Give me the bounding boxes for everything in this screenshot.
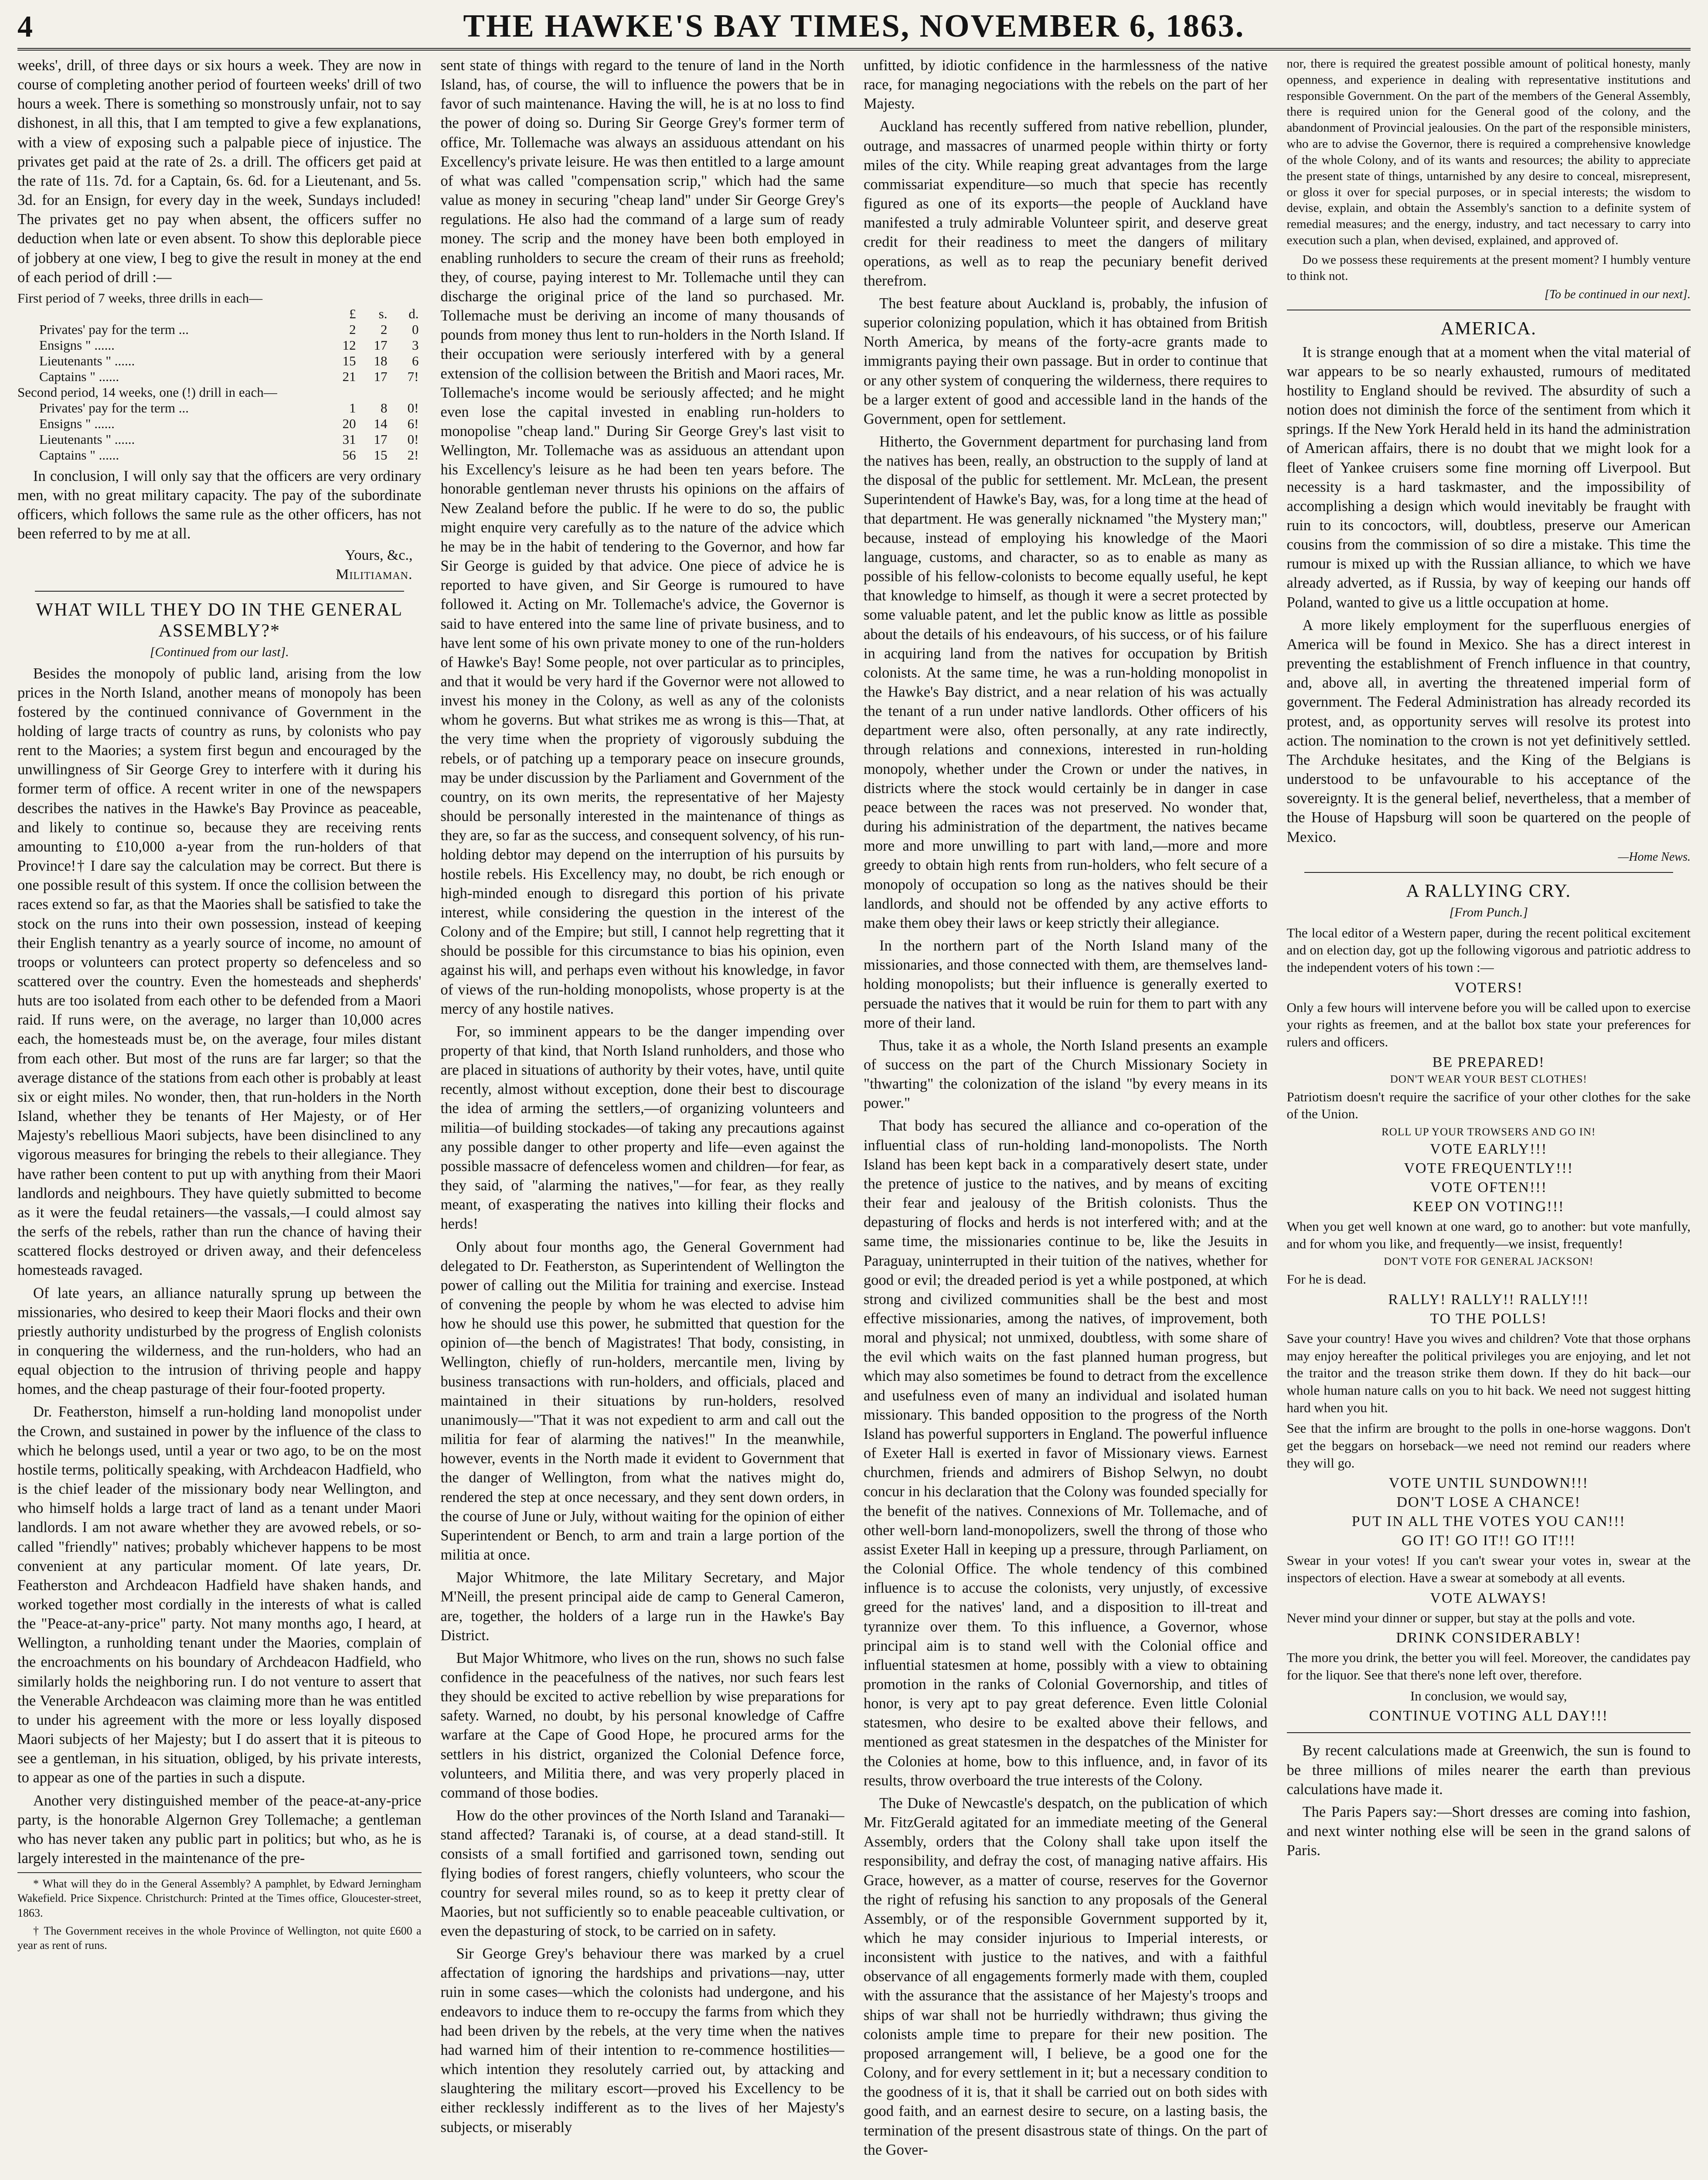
unit-shillings: s.: [378, 306, 388, 321]
article-headline: A RALLYING CRY.: [1406, 881, 1572, 901]
article-subheading: [Continued from our last].: [150, 644, 289, 659]
page-title: THE HAWKE'S BAY TIMES, NOVEMBER 6, 1863.: [463, 8, 1245, 44]
slogan: DON'T VOTE FOR GENERAL JACKSON!: [1384, 1256, 1594, 1268]
footnote: † The Government receives in the whole Province of Wellington, not quite £600 a year as rent of runs.: [17, 1924, 422, 1952]
slogan: VOTE UNTIL SUNDOWN!!!: [1388, 1475, 1589, 1492]
footnote: * What will they do in the General Assembly? A pamphlet, by Edward Jerningham Wakefield. Price Sixpence. Christchurch: Printed at the Times office, Gloucester-street, 1863.: [17, 1877, 422, 1919]
article-paragraph: Dr. Featherston, himself a run-holding land monopolist under the Crown, and sustained in power by the influence of the class to which he belongs used, until a year or two ago, to be on the most hostile terms, politically speaking, with Archdeacon Hadfield, who is the chief leader of the missionary body near Wellington, and who himself holds a large tract of land as a tenant under Maori landlords. I am not aware whether they are avowed rebels, or so-called "friendly" natives; probably whichever happens to be most convenient at any particular moment. Of late years, Dr. Featherston and Archdeacon Hadfield have shaken hands, and worked together most cordially in the interests of what is called the "Peace-at-any-price" party. Not many months ago, I heard, at Wellington, a runholding tenant under the Maories, complain of the encroachments on his boundary of Archdeacon Hadfield, who similarly holds the neighboring run. I do not venture to assert that the Venerable Archdeacon was claiming more than he was entitled to under his agreement with the more or less loyally disposed Maori subjects of her Majesty; but I do assert that it is piteous to see a gentleman, in his situation, obliged, by his private interests, to appear as one of the parties in such a dispute.: [17, 1403, 422, 1786]
article-paragraph: The more you drink, the better you will feel. Moreover, the candidates pay for the liquor. See that there's none left over, therefore.: [1286, 1650, 1691, 1683]
table-header: First period of 7 weeks, three drills in each—: [17, 290, 263, 306]
article-paragraph: Patriotism doesn't require the sacrifice of your other clothes for the sake of the Union.: [1286, 1089, 1691, 1122]
slogan: DRINK CONSIDERABLY!: [1396, 1630, 1582, 1646]
article-paragraph: Only a few hours will intervene before you will be called upon to exercise your rights as freemen, and at the ballot box state your preferences for rulers and officers.: [1286, 999, 1691, 1050]
slogan: KEEP ON VOTING!!!: [1412, 1199, 1565, 1215]
article-paragraph: How do the other provinces of the North Island and Taranaki—stand affected? Taranaki is, of course, at a dead stand-still. It consists of a small fortified and garrisoned town, sending out flying bodies of forest rangers, chiefly volunteers, who scour the country for several miles round, so as to keep it pretty clear of Maories, but not sufficiently so to enable peaceable cultivation, or even the depasturing of stock, to be carried on in safety.: [440, 1807, 844, 1939]
article-paragraph: Besides the monopoly of public land, arising from the low prices in the North Island, another means of monopoly has been fostered by the continued connivance of Government in the holding of large tracts of country as runs, by colonists who pay rent to the Maories; a system first begun and encouraged by the unwillingness of Sir George Grey to interfere with it during his former term of office. A recent writer in one of the newspapers describes the natives in the Hawke's Bay Province as peaceable, and likely to continue so, because they are receiving rents amounting to £10,000 a-year from the run-holders of that Province!† I dare say the calculation may be correct. But there is one possible result of this system. If once the collision between the races extend so far, as that the Maories shall be satisfied to take the stock on the runs into their own possession, instead of keeping their English tenantry as a yearly source of income, no amount of troops or volunteers can protect property so defenceless and so scattered over the country. Even the homesteads and shepherds' huts are too isolated from each other to be defended from a Maori raid. If runs were, on the average, no larger than 10,000 acres each, the homesteads must be, on the average, four miles distant from each other. But most of the runs are far larger; so that the average distance of the stations from each other is probably at least six or eight miles. No wonder, then, that run-holders in the North Island, whether they be tenants of Her Majesty, or of Her Majesty's rebellious Maori subjects, have been disinclined to any vigorous measures for bringing the rebels to their allegiance. They have rather been content to put up with anything from their Maori landlords and neighbours. They have quietly submitted to become as it were the feudal retainers—the vassals,—I could almost say the serfs of the rebels, rather than run the chance of having their scattered flocks destroyed or driven away, and their defenceless homesteads ravaged.: [17, 665, 422, 1279]
slogan: DON'T LOSE A CHANCE!: [1396, 1494, 1581, 1511]
article-paragraph: In conclusion, we would say,: [1410, 1688, 1567, 1703]
pay-table: [17, 290, 422, 463]
table-row: Privates' pay for the term ... 1 8 0!: [39, 400, 419, 416]
page-number: 4: [17, 10, 33, 44]
letter-paragraph: weeks', drill, of three days or six hours a week. They are now in course of completing another period of fourteen weeks' drill of two hours a week. There is something so monstrously unfair, not to say dishonest, in all this, that I am tempted to give a few explanations, with a view of exposing such a palpable piece of injustice. The privates get paid at the rate of 2s. a drill. The officers get paid at the rate of 11s. 7d. for a Captain, 6s. 6d. for a Lieutenant, and 5s. 3d. for an Ensign, for every day in the week, Sundays included! The privates get no pay when absent, the officers suffer no deduction when late or even absent. To show this deplorable piece of jobbery at one view, I beg to give the result in money at the end of each period of drill :—: [17, 57, 422, 286]
column-4: [1287, 56, 1691, 2180]
article-paragraph: But Major Whitmore, who lives on the run, shows no such false confidence in the peacefulness of the natives, nor such fears lest they should be excited to active rebellion by wise preparations for safety. Warned, no doubt, by his personal knowledge of Caffre warfare at the Cape of Good Hope, he procured arms for the settlers in his district, organized the Colonial Defence force, volunteers, and Militia there, and was very properly placed in command of those bodies.: [440, 1649, 844, 1801]
continued-note: [To be continued in our next].: [1545, 287, 1691, 301]
table-row: Captains " ...... 21 17 7!: [39, 368, 419, 384]
article-headline: WHAT WILL THEY DO IN THE GENERAL ASSEMBLY?*: [36, 600, 403, 641]
article-paragraph: Hitherto, the Government department for purchasing land from the natives has been, really, an obstruction to the supply of land at the disposal of the public for settlement. Mr. McLean, the present Superintendent of Hawke's Bay, was, for a long time at the head of that department. He was generally nicknamed "the Mystery man;" because, instead of employing his knowledge of the Maori language, customs, and character, so as to enable as many as possible of his fellow-colonists to become equally useful, he kept that knowledge to himself, as though it were a secret protected by some valuable patent, and let the public know as little as possible about the details of his endeavours, of his success, or of his failure in acquiring land from the natives for occupation by British colonists. At the same time, he was a run-holding monopolist in the Hawke's Bay district, and a near relation of his was actually the tenant of a run under native landlords. Other officers of his department were also, often personally, at any rate indirectly, through relations and connexions, interested in run-holding monopoly, whether under the Crown or under the natives, in districts where the stock would certainly be in danger in case peace between the races was not preserved. No wonder that, during his administration of the department, the natives became more and more unwilling to part with land,—more and more greedy to obtain high rents from run-holders, who felt secure of a monopoly of occupation so long as the natives should be their landlords, and should not be offended by any active efforts to make them obey their laws or keep strictly their allegiance.: [864, 433, 1268, 931]
article-paragraph: sent state of things with regard to the tenure of land in the North Island, has, of course, the will to influence the powers that be in favor of such maintenance. Having the will, he is at no loss to find the power of doing so. During Sir George Grey's former term of office, Mr. Tollemache was always an assiduous attendant on his Excellency's private leisure. He was then entitled to a large amount of what was called "compensation scrip," which had the same value as money in securing "cheap land" under Sir George Grey's regulations. He also had the command of a large sum of ready money. The scrip and the money have been both employed in enabling runholders to secure the cream of their runs as freehold; they, of course, paying interest to Mr. Tollemache until they can discharge the original price of the land so purchased. Mr. Tollemache must be deriving an income of many thousands of pounds from money thus lent to run-holders in the North Island. If their occupation were seriously interfered with by a general extension of the collision between the British and Maori races, Mr. Tollemache's income would be seriously affected; and he might even lose the capital invested in enabling run-holders to monopolise "cheap land." During Sir George Grey's last visit to Wellington, Mr. Tollemache was as assiduous an attendant upon his Excellency's leisure as he had been ten years before. The honorable gentleman never thrusts his opinions on the affairs of New Zealand before the public. If he were to do so, the public might enquire very carefully as to the nature of the advice which he may be in the habit of tendering to the Governor, and how far Sir George is guided by that advice. One piece of advice he is reported to have given, and Sir George is rumoured to have followed it. Acting on Mr. Tollemache's advice, the Governor is said to have entered into the same line of private business, and to have lent some of his own private money to one of the run-holders of Hawke's Bay! Some people, not over particular as to principles, and that it would be very hard if the Governor were not allowed to invest his money in the Colony, as well as any of the colonists whom he governs. But what strikes me as wrong is this—That, at the very time when the propriety of vigorously subduing the rebels, or of patching up a temporary peace on insecure grounds, may be under discussion by the Parliament and Government of the country, on its own merits, the representative of her Majesty should be personally interested in the maintenance of things as they are, so far as the success, and consequent solvency, of his run-holding debtor may depend on the interruption of his pursuits by hostile rebels. His Excellency may, no doubt, be rich enough or high-minded enough to disregard this portion of his private interest, while considering the question in the interest of the Colony and of the Empire; but still, I cannot help regretting that it should be possible for this circumstance to bias his opinion, even against his will, and perhaps even without his knowledge, in favor of views of the run-holding monopolists, whose property is at the mercy of any hostile natives.: [440, 57, 844, 1017]
divider: [1287, 1732, 1691, 1733]
article-paragraph: Only about four months ago, the General Government had delegated to Dr. Featherston, as Superintendent of Wellington the power of calling out the Militia for training and exercise. Instead of convening the people by whom he was elected to advise him how he should use this power, he submitted that question for the opinion of—the bench of Magistrates! That body, consisting, in Wellington, chiefly of run-holders, mercantile men, living by business transactions with run-holders, and officials, placed and maintained in their situations by run-holders, resolved unanimously—"That it was not expedient to arm and call out the militia for fear of alarming the natives!" In the meanwhile, however, events in the North made it evident to Government that the danger of Wellington, from what the natives might do, rendered the step at once necessary, and they sent down orders, in the course of June or July, without waiting for the opinion of either Superintendent or Bench, to arm and train a large portion of the militia at once.: [440, 1238, 844, 1563]
letter-paragraph: In conclusion, I will only say that the officers are very ordinary men, with no great military capacity. The pay of the subordinate officers, which follows the same rule as the other officers, has not been referred to by me at all.: [17, 467, 422, 542]
article-paragraph: Never mind your dinner or supper, but stay at the polls and vote.: [1286, 1610, 1635, 1625]
article-paragraph: Swear in your votes! If you can't swear your votes in, swear at the inspectors of election. Have a swear at somebody at all events.: [1286, 1553, 1691, 1586]
letter-closing: Yours, &c.,: [345, 547, 413, 563]
article-source: [From Punch.]: [1449, 905, 1528, 920]
article-paragraph: For he is dead.: [1286, 1271, 1367, 1287]
column-3: [864, 56, 1268, 2180]
slogan: BE PREPARED!: [1432, 1054, 1545, 1070]
slogan: ROLL UP YOUR TROWSERS AND GO IN!: [1381, 1126, 1596, 1138]
article-paragraph: A more likely employment for the superfluous energies of America will be found in Mexico. She has a direct interest in preventing the establishment of French influence in that country, and, above all, in averting the threatened imperial form of government. The Federal Administration has already recorded its protest, and, as opportunity serves will resolve its protest into action. The nomination to the crown is not yet definitively settled. The Archduke hesitates, and the King of the Belgians is understood to be unfavourable to his acceptance of the sovereignty. It is the general belief, nevertheless, that a member of the House of Hapsburg will soon be quartered on the people of Mexico.: [1286, 617, 1691, 845]
table-row: Ensigns " ...... 20 14 6!: [39, 416, 419, 431]
slogan: VOTE ALWAYS!: [1430, 1590, 1548, 1606]
article-paragraph: Save your country! Have you wives and children? Vote that those orphans may enjoy hereafter the political privileges you are enjoying, and let not the traitor and the treason strike them down. If they do hit back—our whole human nature calls on you to hit back. We need not suggest hitting hard when you hit.: [1286, 1331, 1691, 1415]
article-paragraph: The Duke of Newcastle's despatch, on the publication of which Mr. FitzGerald agitated for an immediate meeting of the General Assembly, orders that the Colony shall take upon itself the responsibility, and defray the cost, of managing native affairs. His Grace, however, as a matter of course, reserves for the Governor the right of refusing his sanction to any proposals of the General Assembly, or of the responsible Government supported by it, which he may consider injurious to Imperial interests, or inconsistent with justice to the natives, and with a faithful observance of all engagements formerly made with them, coupled with the assurance that the assistance of her Majesty's troops and ships of war shall not be hurriedly withdrawn; thus giving the colonists ample time to prepare for their new position. The proposed arrangement will, I believe, be a good one for the Colony, and for every settlement in it; but a necessary condition to the goodness of it is, that it shall be carried out on both sides with good faith, and an earnest desire to secure, on a lasting basis, the termination of the present disastrous state of things. On the part of the Gover-: [864, 1795, 1268, 2158]
footnotes: [17, 1872, 422, 1952]
news-item: The Paris Papers say:—Short dresses are coming into fashion, and next winter nothing else will be seen in the grand salons of Paris.: [1286, 1803, 1691, 1859]
slogan: TO THE POLLS!: [1430, 1311, 1547, 1327]
article-paragraph: It is strange enough that at a moment when the vital material of war appears to be so nearly exhausted, rumours of meditated hostility to England should be revived. The absurdity of such a notion does not diminish the force of the sentiment from which it springs. If the New York Herald held in its hand the administration of American affairs, there is no doubt that we might look for a fleet of Yankee cruisers some fine morning off Liverpool. But necessity is a hard taskmaster, and the impossibility of accomplishing a design which would inevitably be fraught with ruin to its concoctors, will, doubtless, preserve our American cousins from the commission of so dire a mistake. This time the rumour is mixed up with the Russian alliance, to which we have already adverted, as if Russia, by way of keeping our hands off Poland, wanted to give us a little occupation at home.: [1286, 344, 1691, 611]
table-row: Ensigns " ...... 12 17 3: [39, 337, 419, 353]
article-paragraph: Sir George Grey's behaviour there was marked by a cruel affectation of ignoring the hardships and privations—nay, utter ruin in some cases—which the colonists had undergone, and his endeavors to induce them to re-occupy the farms from which they had been driven by the rebels, at the very time when the natives had warned him of their intention to re-commence hostilities—which intention they resolutely carried out, by attacking and slaughtering the military escort—proved his Excellency to be either recklessly indifferent as to the lives of her Majesty's subjects, or miserably: [440, 1945, 844, 2136]
table-row: Lieutenants " ...... 15 18 6: [39, 353, 419, 368]
article-paragraph: The local editor of a Western paper, during the recent political excitement and on election day, got up the following vigorous and patriotic address to the independent voters of his town :—: [1286, 925, 1691, 975]
table-row: Lieutenants " ...... 31 17 0!: [39, 431, 419, 447]
slogan: CONTINUE VOTING ALL DAY!!!: [1369, 1708, 1608, 1724]
article-headline: AMERICA.: [1440, 318, 1537, 339]
article-paragraph: See that the infirm are brought to the polls in one-horse waggons. Don't get the beggars on horseback—we need not remind our readers where they will go.: [1286, 1420, 1691, 1471]
slogan: GO IT! GO IT!! GO IT!!!: [1401, 1533, 1576, 1549]
article-paragraph: unfitted, by idiotic confidence in the harmlessness of the native race, for managing negociations with the rebels on the part of her Majesty.: [864, 57, 1268, 112]
slogan: PUT IN ALL THE VOTES YOU CAN!!!: [1351, 1513, 1626, 1530]
news-item: By recent calculations made at Greenwich, the sun is found to be three millions of miles nearer the earth than previous calculations have made it.: [1286, 1742, 1691, 1798]
columns: [17, 56, 1691, 2180]
rallying-cry-article: [1287, 881, 1691, 1725]
column-2: [441, 56, 845, 2180]
slogan: RALLY! RALLY!! RALLY!!!: [1388, 1291, 1589, 1308]
slogan: DON'T WEAR YOUR BEST CLOTHES!: [1390, 1073, 1587, 1085]
unit-pence: d.: [408, 306, 419, 321]
article-paragraph: The best feature about Auckland is, probably, the infusion of superior colonizing population, which it has obtained from British North America, by means of the forty-acre grants made to immigrants paying their own passage. But in order to continue that or any other system of conquering the wilderness, there requires to be a larger extent of good and accessible land in the hands of the Government, open for settlement.: [864, 295, 1268, 427]
slogan: VOTE OFTEN!!!: [1430, 1179, 1548, 1196]
divider: [35, 591, 404, 592]
letter-signature: Militiaman.: [336, 566, 413, 582]
table-row: Captains " ...... 56 15 2!: [39, 447, 419, 463]
table-header: Second period, 14 weeks, one (!) drill in each—: [17, 384, 277, 400]
article-paragraph: For, so imminent appears to be the danger impending over property of that kind, that North Island runholders, and those who are placed in situations of authority by their votes, have, until quite recently, almost without exception, done their best to discourage the idea of arming the settlers,—of organizing volunteers and militia—of building stockades—of taking any precautions against any possible danger to other property and life—even against the possible massacre of defenceless women and children—for fear, as they said, of "alarming the natives,"—for fear, as they really meant, of exasperating the natives into killing their flocks and herds!: [440, 1023, 844, 1233]
article-paragraph: Of late years, an alliance naturally sprung up between the missionaries, who desired to keep their Maori flocks and their own priestly authority undisturbed by the progress of English colonists in conquering the wilderness, and the run-holders, who had an equal objection to the intrusion of thriving people and happy homes, and the cheap pasturage of their four-footed property.: [17, 1284, 422, 1398]
article-paragraph: In the northern part of the North Island many of the missionaries, and those connected with them, are themselves land-holding monopolists; but their influence is generally exerted to persuade the natives that it would be ruin for them to part with any more of their land.: [864, 937, 1268, 1031]
article-paragraph: Do we possess these requirements at the present moment? I humbly venture to think not.: [1286, 252, 1691, 283]
article-paragraph: Major Whitmore, the late Military Secretary, and Major M'Neill, the present principal aide de camp to General Cameron, are, together, the holders of a large run in the Hawke's Bay District.: [440, 1569, 844, 1644]
article-paragraph: Thus, take it as a whole, the North Island presents an example of success on the part of the Church Missionary Society in "thwarting" the colonization of the island "by every means in its power.": [864, 1037, 1268, 1112]
divider: [1304, 872, 1674, 873]
article-paragraph: When you get well known at one ward, go to another: but vote manfully, and for whom you like, and frequently—we insist, frequently!: [1286, 1219, 1691, 1251]
unit-pounds: £: [349, 306, 356, 321]
article-source: —Home News.: [1618, 850, 1691, 864]
article-paragraph: That body has secured the alliance and co-operation of the influential class of run-holding land-monopolists. The North Island has been kept back in a comparatively desert state, under the pretence of justice to the natives, and by means of exciting their fear and jealousy of the British colonists. Thus the depasturing of flocks and herds is not interfered with; and at the same time, the missionaries continue to be, like the Jesuits in Paraguay, uninterrupted in their tuition of the natives, whether for good or evil; the dreaded period is yet a while postponed, at which strong and civilized communities shall be the best and most effective missionaries, among the natives, of improvement, both moral and physical; not unmixed, doubtless, with some share of the evil which waits on the fast planned human progress, but which may also sometimes be found to detract from the excellence and usefulness even of many an individual and isolated human missionary. This banded opposition to the progress of the North Island has powerful supporters in England. The powerful influence of Exeter Hall is exerted in favor of Missionary views. Earnest churchmen, friends and admirers of Bishop Selwyn, no doubt concur in his declaration that the Colony was founded specially for the benefit of the natives. Connexions of Mr. Tollemache, and of other well-born land-monopolizers, swell the throng of those who assist Exeter Hall in keeping up a pressure, through Parliament, on the Colonial Office. The whole tendency of this combined influence is to accuse the colonists, very unjustly, of excessive greed for the natives' land, and a disposition to ill-treat and tyrannize over them. To this influence, a Governor, whose principal aim is to stand well with the Colonial office and influential statesmen at home, possibly with a view to obtaining promotion in the ranks of Colonial Governorship, and titles of honor, is very apt to pay great deference. Even little Colonial statesmen, who desire to be exalted above their fellows, and mentioned as great statesmen in the despatches of the Minister for the Colonies at home, bow to this influence, and, in favor of its results, throw overboard the true interests of the Colony.: [864, 1117, 1268, 1789]
column-1: [17, 56, 422, 2180]
slogan: VOTE EARLY!!!: [1430, 1141, 1548, 1158]
table-row: Privates' pay for the term ... 2 2 0: [39, 321, 419, 337]
article-paragraph: Auckland has recently suffered from native rebellion, plunder, outrage, and massacres of unarmed people within thirty or forty miles of the city. While reaping great advantages from the large commissariat expenditure—so much that specie has recently figured as one of its exports—the people of Auckland have manifested a truly admirable Volunteer spirit, and deserve great credit for their readiness to meet the dangers of military operations, as well as to reap the pecuniary benefit derived therefrom.: [864, 118, 1268, 289]
slogan: VOTE FREQUENTLY!!!: [1404, 1160, 1574, 1177]
article-paragraph: Another very distinguished member of the peace-at-any-price party, is the honorable Algernon Grey Tollemache; a gentleman who has never taken any public part in politics; but who, as he is largely interested in the maintenance of the pre-: [17, 1792, 422, 1867]
masthead: [17, 8, 1691, 51]
slogan: VOTERS!: [1454, 979, 1523, 996]
article-paragraph: nor, there is required the greatest possible amount of political honesty, manly openness, and experience in dealing with representative institutions and responsible Government. On the part of the members of the General Assembly, there is required union for the General good of the colony, and the abandonment of Provincial jealousies. On the part of the responsible ministers, who are to advise the Governor, there is required a comprehensive knowledge of the whole Colony, and of its wants and resources; the ability to appreciate the present state of things, untarnished by any desire to conceal, misrepresent, or gloss it over for special purposes, or in special interests; the wisdom to devise, explain, and obtain the Assembly's sanction to a definite system of remedial measures; and the energy, industry, and tact necessary to carry into execution such a plan, when devised, explained, and approved of.: [1286, 57, 1691, 248]
